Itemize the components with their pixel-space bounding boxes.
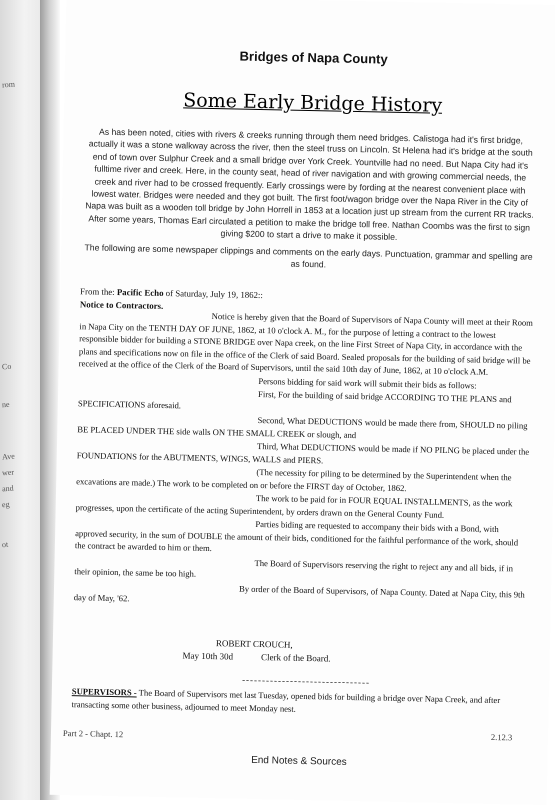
intro-note: The following are some newspaper clippings and comments on the early days. Punctuation, grammar and spelling are as found. [84, 241, 533, 270]
previous-page-fragment: and [1, 483, 14, 494]
newspaper-name: Pacific Echo [116, 287, 164, 298]
signature-block [73, 634, 528, 670]
notice-paragraph: First, For the building of said bridge ACCORDING TO THE PLANS and SPECIFICATIONS aforesaid. [77, 388, 512, 410]
source-prefix: From the: [80, 286, 115, 297]
running-header: Bridges of Napa County [239, 48, 388, 67]
intro-section [81, 125, 539, 275]
notice-paragraph: The work to be paid for in FOUR EQUAL INSTALLMENTS, as the work progresses, upon the certificate of the acting Superintendent, by orders drawn on the General County Fund. [75, 492, 513, 520]
previous-page-fragment: wer [1, 467, 15, 478]
divider-line: -------------------------------- [242, 674, 371, 688]
notice-paragraph: (The necessity for piling to be determined by the Superintendent when the excavations are made.) The work to be completed on or before the FIRST day of October, 1862. [76, 466, 512, 493]
notice-paragraph: Notice is hereby given that the Board of Supervisors of Napa County will meet at their Room in Napa City on the TENTH DAY OF JUNE, 1862, at 10 o'clock A. M., for the purpose of letting a contract to the lowest responsible bidder for building a STONE BRIDGE over Napa creek, on the line First Street of Napa City, in accordance with the plans and specifications now on file in the office of the Clerk of said Board. Sealed proposals for the building of said bridge will be received at the office of the Clerk of the Board of Supervisors, until the said 10th day of June, 1862, at 10 o'clock A.M. [78, 310, 534, 377]
footer-page-number: 2.12.3 [490, 731, 513, 743]
supervisors-text: The Board of Supervisors met last Tuesday, opened bids for building a bridge over Napa Creek, and after transacting some other business, adjourned to meet Monday nest. [71, 687, 501, 714]
notice-paragraph: Second, What DEDUCTIONS would be made there from, SHOULD no piling BE PLACED UNDER THE side walls ON THE SMALL CREEK or slough, and [77, 414, 528, 440]
previous-page-fragment: Ave [1, 451, 16, 462]
footer-section-title: End Notes & Sources [251, 754, 347, 768]
notice-paragraph: By order of the Board of Supervisors, of Napa County. Dated at Napa City, this 9th day of May, '62. [73, 583, 525, 604]
previous-page-fragment: rom [1, 79, 16, 90]
signer-title: Clerk of the Board. [261, 652, 331, 664]
notice-paragraph: Parties biding are requested to accompany their bids with a Bond, with approved security, in the sum of DOUBLE the amount of their bids, conditioned for the faithful performance of the work, should the contract be awarded to him or them. [74, 518, 519, 554]
notice-paragraph: The Board of Supervisors reserving the right to reject any and all bids, if in their opinion, the same be too high. [74, 557, 514, 579]
previous-page-fragment: Co [1, 361, 12, 372]
signature-date: May 10th 30d [182, 650, 234, 662]
signer-name: ROBERT CROUCH, [215, 638, 293, 650]
chapter-title: Some Early Bridge History [183, 89, 443, 117]
footer-chapter: Part 2 - Chapt. 12 [62, 727, 124, 740]
previous-page-strip [0, 0, 44, 800]
supervisors-note [71, 685, 526, 720]
supervisors-label: SUPERVISORS - [71, 686, 137, 698]
notice-heading: Notice to Contractors. [79, 299, 164, 311]
notice-body [74, 307, 535, 614]
previous-page-fragment: ne [1, 399, 10, 410]
notice-paragraph: Persons bidding for said work will submit their bids as follows: [258, 375, 477, 391]
notice-paragraph: Third, What DEDUCTIONS would be made if NO PILNG be placed under the FOUNDATIONS for the ABUTMENTS, WINGS, WALLS and PIERS. [76, 440, 530, 465]
intro-paragraph: As has been noted, cities with rivers & creeks running through them need bridges. Calistoga had it's first bridge, actually it was a stone walkway across the river, then the steel truss on Lincoln. St Helena had it's bridge at the south end of town over Sulphur Creek and a small bridge over York Creek. Yountville had no need. But Napa City had it's fulltime river and creek. Here, in the county seat, head of river navigation and with growing commercial needs, the creek and river had to be crossed frequently. Early crossings were by fording at the nearest convenient place with lowest water. Bridges were needed and they got built. The first foot/wagon bridge over the Napa River in the City of Napa was built as a wooden toll bridge by John Horrell in 1853 at a location just up stream from the current RR tracks. After some years, Thomas Earl circulated a petition to make the bridge toll free. Nathan Coombs was the first to sign giving $200 to start a drive to make it possible. [85, 126, 534, 243]
source-date: of Saturday, July 19, 1862:: [165, 288, 263, 301]
previous-page-fragment: eg [1, 499, 10, 510]
book-page [50, 0, 555, 805]
previous-page-fragment: ot [1, 539, 9, 550]
